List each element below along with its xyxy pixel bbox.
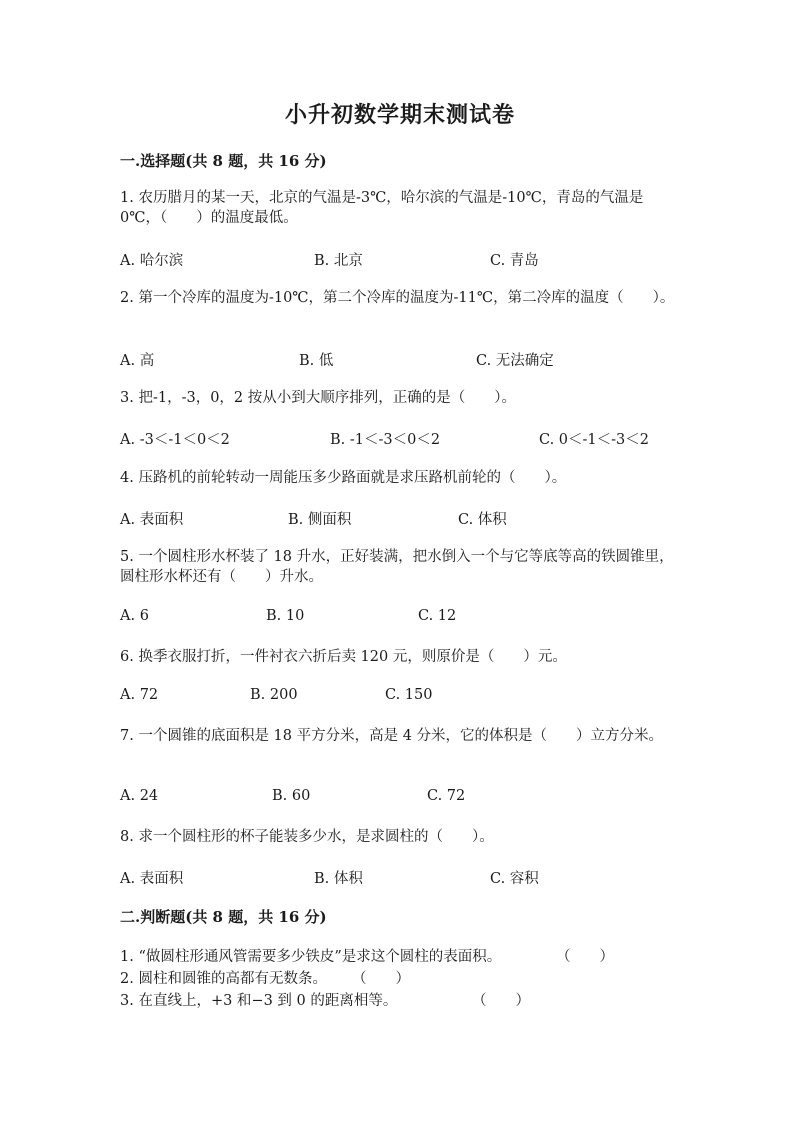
option-c: C. 无法确定: [476, 353, 554, 369]
option-b: B. 200: [250, 687, 298, 703]
option-c: C. 0＜-1＜-3＜2: [539, 432, 649, 448]
question-6: 6. 换季衣服打折，一件衬衣六折后卖 120 元，则原价是（ ）元。: [120, 649, 567, 665]
option-a: A. 24: [120, 788, 159, 804]
option-a: A. 哈尔滨: [120, 253, 184, 269]
answer-bracket: （ ）: [556, 949, 614, 965]
option-c: C. 容积: [490, 871, 539, 887]
true-false-item-1: [120, 945, 680, 965]
statement-text: 3. 在直线上，+3 和−3 到 0 的距离相等。: [120, 993, 398, 1009]
question-8: 8. 求一个圆柱形的杯子能装多少水，是求圆柱的（ ）。: [120, 829, 494, 845]
question-1-options: [120, 249, 720, 269]
statement-text: 2. 圆柱和圆锥的高都有无数条。: [120, 971, 327, 987]
option-c: C. 72: [427, 788, 466, 804]
question-4-options: [120, 508, 720, 528]
option-b: B. 60: [272, 788, 311, 804]
option-c: C. 体积: [458, 512, 507, 528]
page-title: 小升初数学期末测试卷: [284, 102, 515, 128]
option-b: B. 体积: [314, 871, 363, 887]
option-b: B. 侧面积: [288, 512, 352, 528]
option-a: A. 高: [120, 353, 155, 369]
question-3-options: [120, 428, 720, 448]
option-c: C. 12: [418, 608, 457, 624]
statement-text: 1. “做圆柱形通风管需要多少铁皮”是求这个圆柱的表面积。: [120, 949, 502, 965]
question-5: 5. 一个圆柱形水杯装了 18 升水，正好装满，把水倒入一个与它等底等高的铁圆锥里，圆柱形水杯还有（ ）升水。: [120, 549, 674, 585]
option-b: B. 低: [299, 353, 334, 369]
option-c: C. 150: [385, 687, 433, 703]
question-3: 3. 把-1，-3，0，2 按从小到大顺序排列，正确的是（ ）。: [120, 390, 517, 406]
true-false-item-2: [120, 967, 680, 987]
answer-bracket: （ ）: [352, 971, 410, 987]
question-7: 7. 一个圆锥的底面积是 18 平方分米，高是 4 分米，它的体积是（ ）立方分米。: [120, 728, 664, 744]
true-false-item-3: [120, 989, 680, 1009]
question-6-options: [120, 687, 720, 707]
option-c: C. 青岛: [490, 253, 539, 269]
question-2: 2. 第一个冷库的温度为-10℃，第二个冷库的温度为-11℃，第二冷库的温度（ ）。: [120, 290, 675, 306]
option-b: B. 北京: [314, 253, 363, 269]
option-a: A. 表面积: [120, 512, 184, 528]
option-a: A. 6: [120, 608, 149, 624]
option-a: A. 表面积: [120, 871, 184, 887]
question-1: 1. 农历腊月的某一天，北京的气温是-3℃，哈尔滨的气温是-10℃，青岛的气温是 0℃，（ ）的温度最低。: [120, 190, 644, 226]
question-4: 4. 压路机的前轮转动一周能压多少路面就是求压路机前轮的（ ）。: [120, 470, 567, 486]
option-b: B. 10: [266, 608, 305, 624]
option-a: A. 72: [120, 687, 159, 703]
section-heading-choice: 一.选择题(共 8 题，共 16 分): [120, 152, 327, 170]
question-2-options: [120, 349, 720, 369]
question-7-options: [120, 788, 720, 808]
question-8-options: [120, 867, 720, 887]
option-b: B. -1＜-3＜0＜2: [330, 432, 441, 448]
question-5-options: [120, 608, 720, 628]
option-a: A. -3＜-1＜0＜2: [120, 432, 230, 448]
answer-bracket: （ ）: [472, 993, 530, 1009]
section-heading-true-false: 二.判断题(共 8 题，共 16 分): [120, 908, 327, 926]
